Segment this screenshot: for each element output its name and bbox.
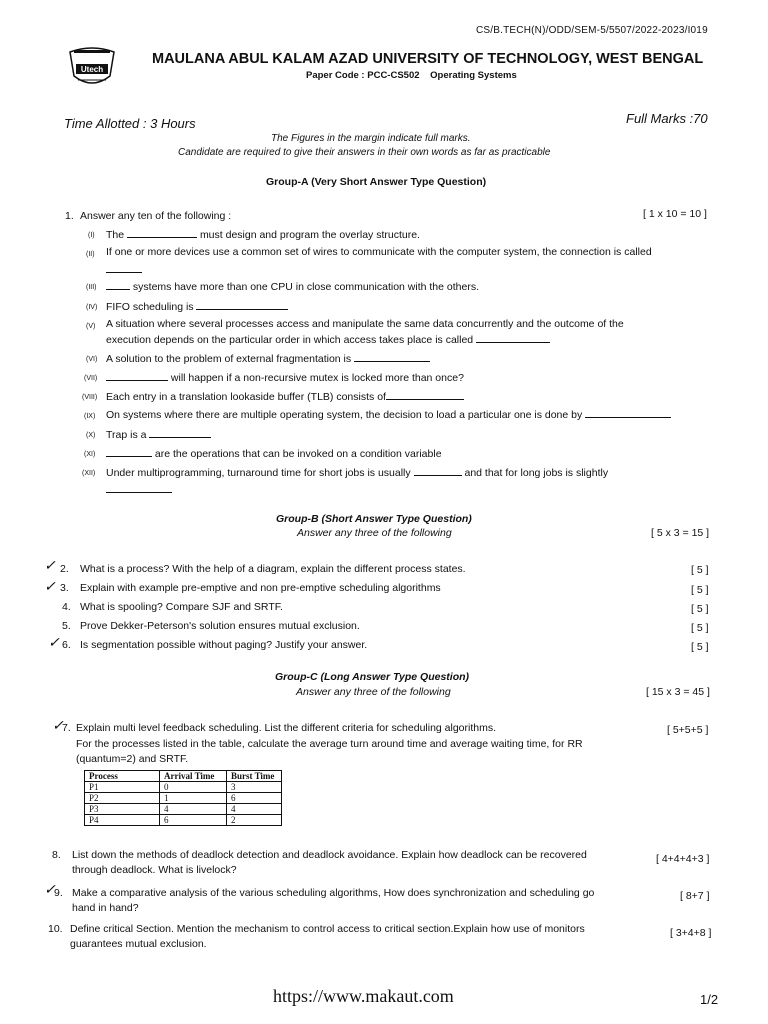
table-cell: 0 <box>160 782 227 793</box>
group-b-marks: [ 5 x 3 = 15 ] <box>651 527 710 539</box>
table-header: Process <box>85 771 160 782</box>
q3-text: Explain with example pre-emptive and non pre-emptive scheduling algorithms <box>80 582 441 594</box>
question-number: 5. <box>62 620 71 632</box>
item-ix-text: On systems where there are multiple operating system, the decision to load a particular one is done by <box>106 409 671 421</box>
item-v-text-2: execution depends on the particular order in which access takes place is called <box>106 334 550 346</box>
university-name: MAULANA ABUL KALAM AZAD UNIVERSITY OF TECHNOLOGY, WEST BENGAL <box>152 51 704 67</box>
paper-code: PCC-CS502 <box>367 70 420 81</box>
q1-marks: [ 1 x 10 = 10 ] <box>643 208 707 220</box>
item-x-text: Trap is a <box>106 429 211 441</box>
footer-url: https://www.makaut.com <box>273 986 454 1006</box>
table-cell: P1 <box>85 782 160 793</box>
subject-name: Operating Systems <box>430 70 517 81</box>
table-cell: 2 <box>227 815 282 826</box>
q6-text: Is segmentation possible without paging? Justify your answer. <box>80 639 368 651</box>
table-cell: 4 <box>227 804 282 815</box>
q9-line-2: hand in hand? <box>72 902 139 914</box>
pen-tick-mark: ✓ <box>44 557 56 573</box>
table-cell: 4 <box>160 804 227 815</box>
table-row <box>85 804 282 815</box>
pen-tick-mark: ✓ <box>44 881 56 897</box>
pen-tick-mark: ✓ <box>48 634 60 650</box>
q6-marks: [ 5 ] <box>691 641 709 653</box>
q7-line-3: (quantum=2) and SRTF. <box>76 753 189 765</box>
table-cell: P4 <box>85 815 160 826</box>
q9-marks: [ 8+7 ] <box>680 890 710 902</box>
table-cell: 6 <box>227 793 282 804</box>
university-logo <box>66 46 118 90</box>
q10-line-2: guarantees mutual exclusion. <box>70 938 207 950</box>
q4-text: What is spooling? Compare SJF and SRTF. <box>80 601 283 613</box>
q10-line-1: Define critical Section. Mention the mechanism to control access to critical section.Explain how use of monitors <box>70 923 585 935</box>
item-number: (V) <box>86 323 96 330</box>
q7-line-1: Explain multi level feedback scheduling. List the different criteria for scheduling algorithms. <box>76 722 497 734</box>
q8-line-1: List down the methods of deadlock detection and deadlock avoidance. Explain how deadlock can be recovered <box>72 849 587 861</box>
page-number: 1/2 <box>700 992 719 1007</box>
item-ii-text: If one or more devices use a common set of wires to communicate with the computer system, the connection is called <box>106 246 652 258</box>
item-number: (IV) <box>86 304 98 311</box>
instruction-1: The Figures in the margin indicate full marks. <box>271 133 471 144</box>
table-row <box>85 793 282 804</box>
full-marks: Full Marks :70 <box>626 111 708 126</box>
item-number: (II) <box>86 251 95 258</box>
q7-marks: [ 5+5+5 ] <box>667 724 709 736</box>
group-c-marks: [ 15 x 3 = 45 ] <box>646 686 710 698</box>
question-number: 9. <box>54 887 63 899</box>
paper-code-line <box>306 70 517 81</box>
item-viii-text: Each entry in a translation lookaside buffer (TLB) consists of <box>106 391 464 403</box>
item-iii-text: systems have more than one CPU in close communication with the others. <box>106 281 479 293</box>
question-number: 2. <box>60 563 69 575</box>
table-cell: 3 <box>227 782 282 793</box>
group-c-subtitle: Answer any three of the following <box>296 686 451 698</box>
table-row <box>85 782 282 793</box>
item-number: (IX) <box>84 413 96 420</box>
question-number: 6. <box>62 639 71 651</box>
q10-marks: [ 3+4+8 ] <box>670 927 712 939</box>
q9-line-1: Make a comparative analysis of the various scheduling algorithms, How does synchronization and scheduling go <box>72 887 595 899</box>
table-cell: P2 <box>85 793 160 804</box>
group-b-subtitle: Answer any three of the following <box>297 527 452 539</box>
question-number: 3. <box>60 582 69 594</box>
pen-tick-mark: ✓ <box>44 578 56 594</box>
q8-marks: [ 4+4+4+3 ] <box>656 853 710 865</box>
answer-blank <box>106 492 172 493</box>
table-header: Arrival Time <box>160 771 227 782</box>
pen-tick-mark: ✓ <box>52 717 64 733</box>
item-iv-text: FIFO scheduling is <box>106 301 288 313</box>
question-number: 8. <box>52 849 61 861</box>
table-header: Burst Time <box>227 771 282 782</box>
q2-marks: [ 5 ] <box>691 564 709 576</box>
answer-blank <box>106 272 142 273</box>
q1-number: 1. <box>65 210 74 222</box>
instruction-2: Candidate are required to give their answers in their own words as far as practicable <box>178 147 551 158</box>
item-i-text: The must design and program the overlay structure. <box>106 229 420 241</box>
item-number: (I) <box>88 232 95 239</box>
group-c-title: Group-C (Long Answer Type Question) <box>275 671 470 683</box>
q5-text: Prove Dekker-Peterson's solution ensures mutual exclusion. <box>80 620 360 632</box>
q5-marks: [ 5 ] <box>691 622 709 634</box>
group-b-title: Group-B (Short Answer Type Question) <box>276 513 472 525</box>
time-allotted: Time Allotted : 3 Hours <box>64 116 196 131</box>
item-number: (VI) <box>86 356 98 363</box>
item-number: (XI) <box>84 451 96 458</box>
item-number: (X) <box>86 432 96 439</box>
item-number: (VII) <box>84 375 98 382</box>
item-xii-text: Under multiprogramming, turnaround time for short jobs is usually and that for long jobs is slightly <box>106 467 609 479</box>
logo-text: Utech <box>80 65 104 74</box>
item-number: (XII) <box>82 470 96 477</box>
item-number: (VIII) <box>82 394 98 401</box>
question-number: 7. <box>62 722 71 734</box>
table-header-row <box>85 771 282 782</box>
q1-text: Answer any ten of the following : <box>80 210 232 222</box>
item-v-text: A situation where several processes access and manipulate the same data concurrently and the outcome of the <box>106 318 624 330</box>
item-vi-text: A solution to the problem of external fragmentation is <box>106 353 430 365</box>
group-a-title: Group-A (Very Short Answer Type Question) <box>266 176 487 188</box>
table-cell: P3 <box>85 804 160 815</box>
item-number: (III) <box>86 284 97 291</box>
item-vii-text: will happen if a non-recursive mutex is locked more than once? <box>106 372 464 384</box>
question-number: 4. <box>62 601 71 613</box>
table-cell: 1 <box>160 793 227 804</box>
q2-text: What is a process? With the help of a diagram, explain the different process states. <box>80 563 466 575</box>
paper-code-label: Paper Code : <box>306 70 365 81</box>
q3-marks: [ 5 ] <box>691 584 709 596</box>
table-row <box>85 815 282 826</box>
table-cell: 6 <box>160 815 227 826</box>
q8-line-2: through deadlock. What is livelock? <box>72 864 237 876</box>
reference-code: CS/B.TECH(N)/ODD/SEM-5/5507/2022-2023/I019 <box>476 25 708 36</box>
process-table <box>84 770 282 826</box>
q7-line-2: For the processes listed in the table, calculate the average turn around time and average waiting time, for RR <box>76 738 583 750</box>
question-number: 10. <box>48 923 63 935</box>
item-xi-text: are the operations that can be invoked on a condition variable <box>106 448 442 460</box>
q4-marks: [ 5 ] <box>691 603 709 615</box>
